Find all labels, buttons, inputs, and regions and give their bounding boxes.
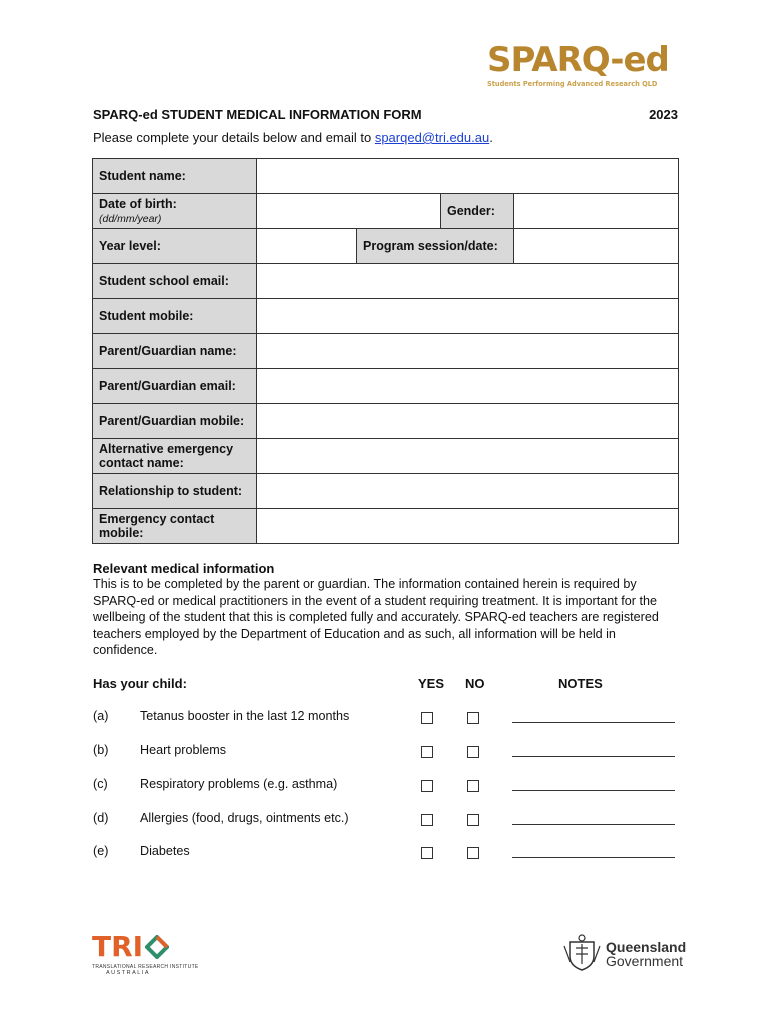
question-text: Tetanus booster in the last 12 months [140, 709, 350, 723]
school-email-field[interactable] [257, 264, 679, 299]
no-column-header: NO [465, 676, 485, 691]
tri-country: AUSTRALIA [106, 970, 151, 976]
medical-paragraph: This is to be completed by the parent or guardian. The information contained herein is required by SPARQ-ed or medical practitioners in the event of a student requiring treatment. It is important for the wellbeing of the student that this is completed fully and accurately. SPARQ-ed teachers are registered teachers employed by the Department of Education and as such, all information will be held in confidence. [93, 577, 659, 658]
question-row [0, 777, 770, 797]
parent-mobile-field[interactable] [257, 404, 679, 439]
notes-line[interactable] [512, 844, 675, 858]
question-letter: (d) [93, 811, 109, 825]
student-mobile-label: Student mobile: [93, 299, 257, 334]
student-mobile-field[interactable] [257, 299, 679, 334]
question-heading: Has your child: [93, 676, 187, 691]
gender-label: Gender: [441, 194, 514, 229]
question-letter: (c) [93, 777, 108, 791]
parent-name-field[interactable] [257, 334, 679, 369]
question-row [0, 844, 770, 864]
intro-text [93, 130, 493, 145]
yes-checkbox[interactable] [421, 712, 433, 724]
no-checkbox[interactable] [467, 746, 479, 758]
yes-checkbox[interactable] [421, 746, 433, 758]
school-email-label: Student school email: [93, 264, 257, 299]
program-session-label: Program session/date: [357, 229, 514, 264]
form-title-row [93, 107, 678, 122]
relationship-field[interactable] [257, 474, 679, 509]
question-row [0, 709, 770, 729]
question-text: Diabetes [140, 844, 190, 858]
qld-line2: Government [606, 953, 684, 969]
no-checkbox[interactable] [467, 814, 479, 826]
question-text: Allergies (food, drugs, ointments etc.) [140, 811, 349, 825]
tri-diamond-icon [145, 935, 169, 959]
alt-contact-field[interactable] [257, 439, 679, 474]
student-name-label: Student name: [93, 159, 257, 194]
question-letter: (a) [93, 709, 109, 723]
gender-field[interactable] [514, 194, 679, 229]
email-link[interactable]: sparqed@tri.edu.au [374, 130, 490, 145]
notes-column-header: NOTES [558, 676, 603, 691]
dob-label-text: Date of birth: [99, 197, 177, 211]
parent-mobile-label: Parent/Guardian mobile: [93, 404, 257, 439]
no-checkbox[interactable] [467, 780, 479, 792]
intro-before: Please complete your details below and email to [93, 130, 375, 145]
form-title: SPARQ-ed STUDENT MEDICAL INFORMATION FORM [93, 107, 422, 122]
qld-line1: Queensland [606, 939, 687, 955]
emergency-mobile-label: Emergency contact mobile: [93, 509, 257, 544]
dob-hint: (dd/mm/year) [99, 213, 162, 225]
student-details-table [92, 158, 679, 544]
emergency-mobile-field[interactable] [257, 509, 679, 544]
tri-subtitle: TRANSLATIONAL RESEARCH INSTITUTE [92, 964, 199, 970]
parent-email-label: Parent/Guardian email: [93, 369, 257, 404]
yes-checkbox[interactable] [421, 780, 433, 792]
qld-crest-icon [562, 934, 602, 972]
logo-tagline: Students Performing Advanced Research QLD [487, 80, 658, 88]
relationship-label: Relationship to student: [93, 474, 257, 509]
notes-line[interactable] [512, 709, 675, 723]
yes-column-header: YES [418, 676, 445, 691]
dob-field[interactable] [257, 194, 441, 229]
question-text: Heart problems [140, 743, 227, 757]
question-letter: (b) [93, 743, 109, 757]
no-checkbox[interactable] [467, 712, 479, 724]
form-year: 2023 [649, 107, 678, 122]
student-name-field[interactable] [257, 159, 679, 194]
alt-contact-label: Alternative emergency contact name: [93, 439, 257, 474]
parent-email-field[interactable] [257, 369, 679, 404]
parent-name-label: Parent/Guardian name: [93, 334, 257, 369]
logo-suffix: -ed [610, 40, 669, 80]
question-row [0, 743, 770, 763]
notes-line[interactable] [512, 743, 675, 757]
qld-government-logo [562, 934, 687, 974]
intro-after: . [489, 130, 493, 145]
question-text: Respiratory problems (e.g. asthma) [140, 777, 338, 791]
no-checkbox[interactable] [467, 847, 479, 859]
question-letter: (e) [93, 844, 109, 858]
year-level-label: Year level: [93, 229, 257, 264]
sparq-ed-logo [487, 42, 679, 92]
yes-checkbox[interactable] [421, 847, 433, 859]
tri-logo [92, 930, 199, 979]
logo-main: SPARQ [487, 40, 611, 80]
question-row [0, 811, 770, 831]
program-session-field[interactable] [514, 229, 679, 264]
dob-label [93, 194, 257, 229]
notes-line[interactable] [512, 811, 675, 825]
notes-line[interactable] [512, 777, 675, 791]
yes-checkbox[interactable] [421, 814, 433, 826]
tri-logo-text: TRI [92, 930, 144, 963]
year-level-field[interactable] [257, 229, 357, 264]
medical-heading: Relevant medical information [93, 561, 275, 576]
